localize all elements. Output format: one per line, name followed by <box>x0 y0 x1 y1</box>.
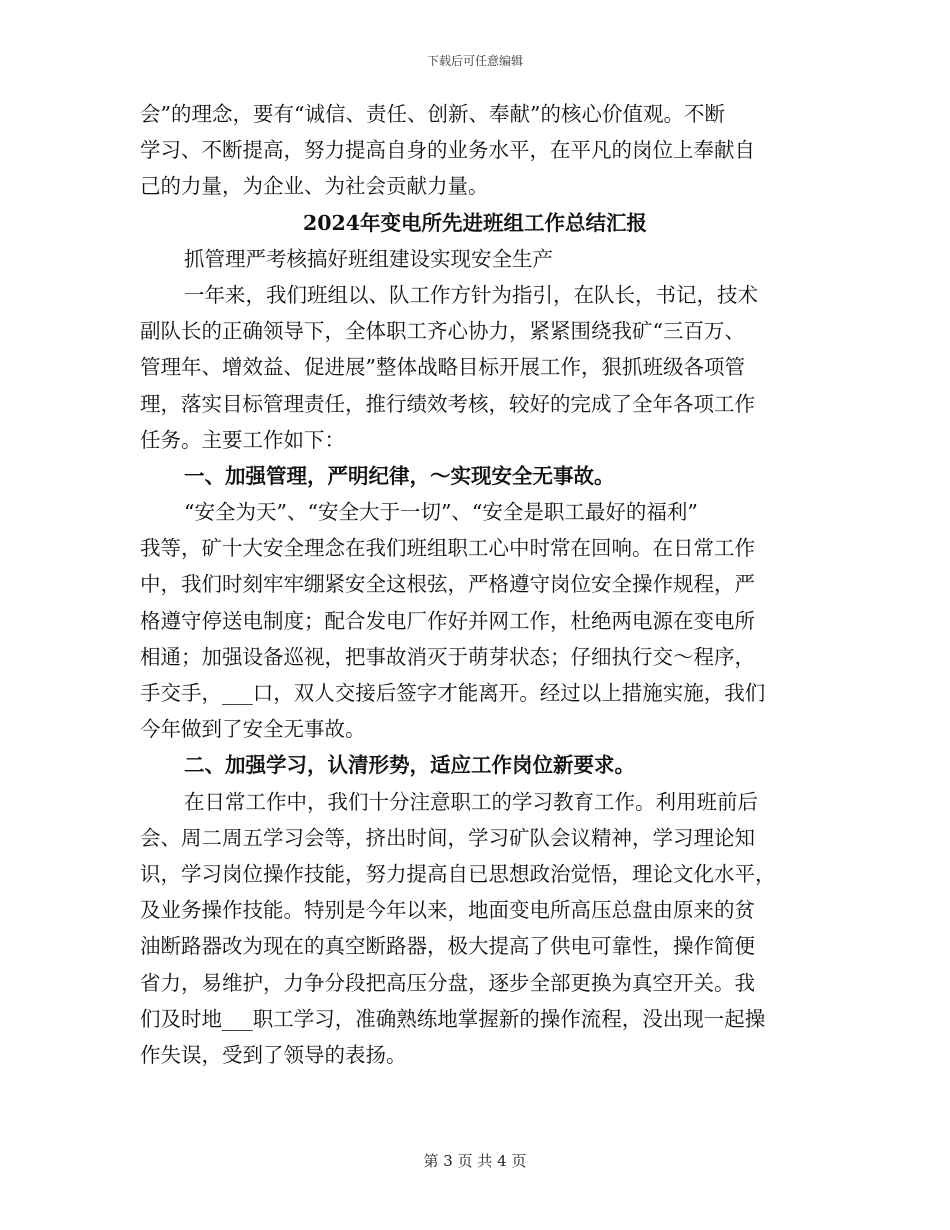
body-line: 一年来，我们班组以、队工作方针为指引，在队长，书记，技术 <box>184 282 758 307</box>
body-line: 副队长的正确领导下，全体职工齐心协力，紧紧围绕我矿“三百万、 <box>140 319 745 344</box>
body-line: 相通；加强设备巡视，把事故消灭于萌芽状态；仔细执行交～程序， <box>140 644 755 669</box>
page-footer: 第 3 页 共 4 页 <box>423 1152 527 1170</box>
body-line: 任务。主要工作如下： <box>140 427 345 452</box>
body-line: 识，学习岗位操作技能，努力提高自已思想政治觉悟，理论文化水平， <box>140 861 776 886</box>
document-title: 2024年变电所先进班组工作总结汇报 <box>302 210 648 235</box>
body-line: 省力，易维护，力争分段把高压分盘，逐步全部更换为真空开关。我 <box>140 970 755 995</box>
body-line: 会、周二周五学习会等，挤出时间，学习矿队会议精神，学习理论知 <box>140 825 755 850</box>
page-header: 下载后可任意编辑 <box>426 54 523 68</box>
body-line: 今年做到了安全无事故。 <box>140 717 366 742</box>
body-line: 作失误，受到了领导的表扬。 <box>140 1042 407 1067</box>
body-line: 格遵守停送电制度；配合发电厂作好并网工作，杜绝两电源在变电所 <box>140 608 755 633</box>
body-line: 油断路器改为现在的真空断路器，极大提高了供电可靠性，操作简便 <box>140 934 755 959</box>
subtitle-line: 抓管理严考核搞好班组建设实现安全生产 <box>184 246 553 271</box>
body-line: 中，我们时刻牢牢绷紧安全这根弦，严格遵守岗位安全操作规程，严 <box>140 572 755 597</box>
body-line: 管理年、增效益、促进展”整体战略目标开展工作，狠抓班级各项管 <box>140 355 745 380</box>
section-heading: 一、加强管理，严明纪律，～实现安全无事故。 <box>184 463 615 488</box>
body-line: 学习、不断提高，努力提高自身的业务水平，在平凡的岗位上奉献自 <box>140 138 755 163</box>
body-line: 理，落实目标管理责任，推行绩效考核，较好的完成了全年各项工作 <box>140 391 755 416</box>
body-line: 己的力量，为企业、为社会贡献力量。 <box>140 174 489 199</box>
section-heading: 二、加强学习，认清形势，适应工作岗位新要求。 <box>184 753 635 778</box>
body-line: 在日常工作中，我们十分注意职工的学习教育工作。利用班前后 <box>184 789 758 814</box>
body-line: 我等，矿十大安全理念在我们班组职工心中时常在回响。在日常工作 <box>140 536 755 561</box>
body-line: 及业务操作技能。特别是今年以来，地面变电所高压总盘由原来的贫 <box>140 898 755 923</box>
document-body <box>140 96 810 1073</box>
body-line: 会”的理念，要有“诚信、责任、创新、奉献”的核心价值观。不断 <box>140 102 725 126</box>
body-line: “安全为天”、“安全大于一切”、“安全是职工最好的福利” <box>184 500 698 525</box>
body-line: 手交手，___口，双人交接后签字才能离开。经过以上措施实施，我们 <box>140 681 766 705</box>
body-line: 们及时地___职工学习，准确熟练地掌握新的操作流程，没出现一起操 <box>140 1006 766 1031</box>
